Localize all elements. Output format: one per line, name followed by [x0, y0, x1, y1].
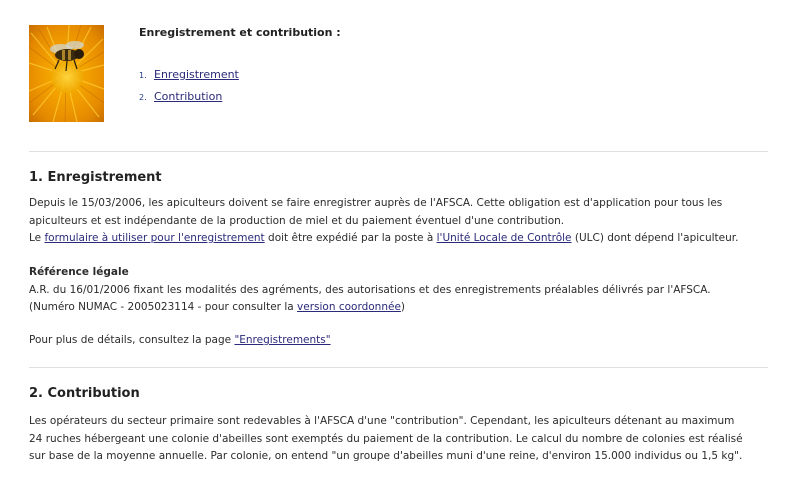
table-of-contents	[139, 25, 539, 103]
toc-title: Enregistrement et contribution :	[139, 26, 341, 39]
coordinated-version-link[interactable]: version coordonnée	[297, 301, 401, 313]
text-fragment: )	[400, 301, 406, 313]
enregistrements-page-link[interactable]: "Enregistrements"	[234, 334, 331, 346]
toc-item-number: 2.	[139, 93, 147, 102]
text-line: sur base de la moyenne annuelle. Par colonie, on entend "un groupe d'abeilles muni d'une reine, d'environ 15.000 individus ou 1,5 kg".	[29, 450, 743, 462]
text-line: Depuis le 15/03/2006, les apiculteurs doivent se faire enregistrer auprès de l'AFSCA. Cette obligation est d'application pour tous les	[29, 197, 723, 209]
section-title-contribution: 2. Contribution	[29, 386, 140, 401]
text-line: 24 ruches hébergeant une colonie d'abeilles sont exemptés du paiement de la contribution. Le calcul du nombre de colonies est réalisé	[29, 432, 743, 445]
divider	[29, 151, 768, 152]
legal-reference-title: Référence légale	[29, 266, 129, 278]
text-fragment: (ULC) dont dépend l'apiculteur.	[571, 232, 739, 244]
bee-on-flower-photo	[29, 25, 104, 122]
text-line	[29, 299, 769, 317]
text-line	[29, 332, 769, 350]
toc-item-enregistrement	[139, 67, 239, 83]
contribution-paragraph	[29, 413, 769, 466]
legal-reference	[29, 264, 769, 317]
text-line	[29, 230, 769, 248]
toc-item-contribution	[139, 89, 222, 105]
text-fragment: (Numéro NUMAC - 2005023114 - pour consulter la	[29, 301, 298, 313]
text-fragment: Pour plus de détails, consultez la page	[29, 334, 235, 346]
text-line: apiculteurs et est indépendante de la production de miel et du paiement éventuel d'une contribution.	[29, 214, 565, 227]
text-fragment: doit être expédié par la poste à	[264, 232, 437, 244]
text-fragment: Le	[29, 232, 45, 244]
bee-flower-image	[29, 25, 104, 122]
section-title-enregistrement: 1. Enregistrement	[29, 170, 162, 185]
details-paragraph	[29, 332, 769, 350]
enregistrement-paragraph	[29, 195, 769, 248]
toc-item-number: 1.	[139, 71, 147, 80]
ulc-link[interactable]: l'Unité Locale de Contrôle	[436, 232, 572, 244]
registration-form-link[interactable]: formulaire à utiliser pour l'enregistrement	[44, 232, 265, 244]
toc-link-contribution[interactable]: Contribution	[154, 90, 223, 103]
toc-link-enregistrement[interactable]: Enregistrement	[154, 68, 239, 81]
text-line: Les opérateurs du secteur primaire sont redevables à l'AFSCA d'une "contribution". Cependant, les apiculteurs détenant au maximum	[29, 415, 735, 427]
text-line: A.R. du 16/01/2006 fixant les modalités des agréments, des autorisations et des enregistrements préalables délivrés par l'AFSCA.	[29, 283, 711, 296]
divider	[29, 367, 768, 368]
